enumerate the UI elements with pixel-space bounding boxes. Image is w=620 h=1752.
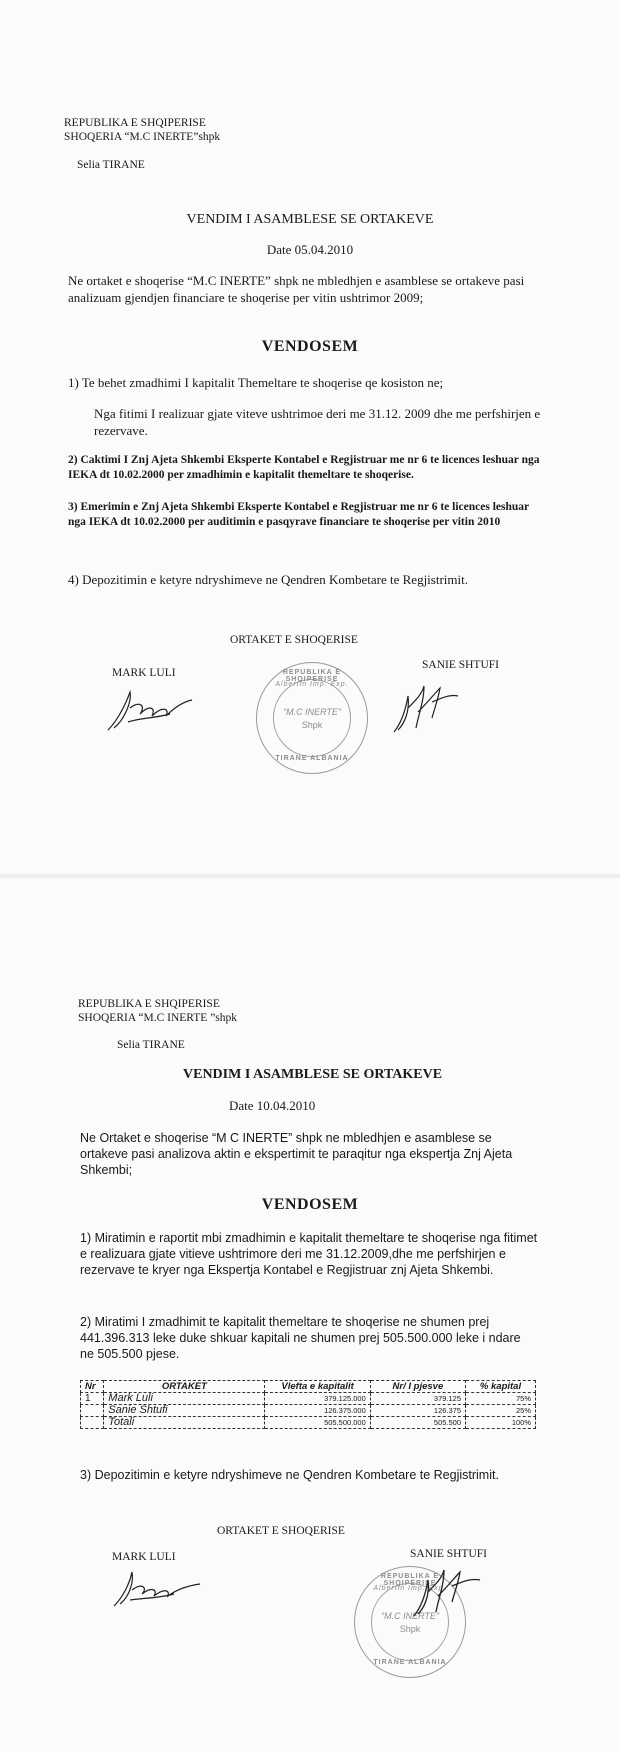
- header-republic: REPUBLIKA E SHQIPERISE: [64, 117, 206, 129]
- stamp-sub-text: Albertin Imp. Exp.: [275, 681, 349, 688]
- signature-mark-luli: [108, 1562, 208, 1614]
- item-3: 3) Depozitimin e ketyre ndryshimeve ne Qendren Kombetare te Regjistrimit.: [80, 1468, 499, 1482]
- col-percent: % kapital: [466, 1381, 536, 1393]
- decision-heading: VENDOSEM: [261, 338, 359, 355]
- cell-percent: 75%: [466, 1393, 536, 1405]
- seat-label: Selia TIRANE: [77, 159, 145, 171]
- col-shares: Nr/ I pjesve: [370, 1381, 465, 1393]
- col-capital-value: Vlefta e kapitalit: [265, 1381, 370, 1393]
- decision-title: VENDIM I ASAMBLESE SE ORTAKEVE: [183, 1067, 443, 1082]
- cell-capital: 379.125.000: [265, 1393, 370, 1405]
- decision-heading: VENDOSEM: [261, 1196, 359, 1213]
- stamp-bottom-text: TIRANE ALBANIA: [373, 1659, 447, 1666]
- cell-percent: 25%: [466, 1405, 536, 1417]
- item-1: 1) Te behet zmadhimi I kapitalit Themeltare te shoqerise qe kosiston ne;: [68, 375, 444, 390]
- cell-capital: 126.375.000: [265, 1405, 370, 1417]
- decision-date: Date 05.04.2010: [266, 242, 354, 257]
- cell-shares: 505.500: [370, 1417, 465, 1429]
- stamp-suffix: Shpk: [301, 720, 323, 730]
- item-1: 1) Miratimin e raportit mbi zmadhimin e kapitalit themeltare te shoqerise nga fitimet e realizuara gjate vitieve ushtrimore deri me 31.12.2009,dhe me perfshirjen e rezervave te kryer nga Ekspertja Kontabel e Regjistruar znj Ajeta Shkembi.: [80, 1231, 538, 1277]
- partner-1-name: MARK LULI: [112, 667, 176, 679]
- document-page-2: [0, 878, 620, 1752]
- stamp-company: “M.C INERTE”: [381, 1611, 439, 1621]
- cell-nr: [81, 1405, 104, 1417]
- partner-2-name: SANIE SHTUFI: [410, 1548, 487, 1560]
- intro-paragraph: Ne Ortaket e shoqerise “M C INERTE” shpk ne mbledhjen e asamblese se ortakeve pasi analizova aktin e ekspertimit te paraqitur nga ekspertja Znj Ajeta Shkembi;: [80, 1131, 513, 1177]
- cell-partner: Totali: [104, 1417, 265, 1429]
- partners-label: ORTAKET E SHOQERISE: [230, 634, 358, 646]
- header-company: SHOQERIA “M.C INERTE”shpk: [64, 131, 221, 143]
- item-3: 3) Emerimin e Znj Ajeta Shkembi Eksperte Kontabel e Regjistruar me nr 6 te licences leshuar nga IEKA dt 10.02.2000 per auditimin e pasqyrave financiare te shoqerise per vitin 2010: [68, 501, 529, 528]
- cell-percent: 100%: [466, 1417, 536, 1429]
- cell-nr: 1: [81, 1393, 104, 1405]
- item-2: 2) Caktimi I Znj Ajeta Shkembi Eksperte Kontabel e Regjistruar me nr 6 te licences leshuar nga IEKA dt 10.02.2000 per zmadhimin e kapitalit themeltare te shoqerise.: [68, 454, 540, 481]
- stamp-suffix: Shpk: [399, 1624, 421, 1634]
- partner-2-name: SANIE SHTUFI: [422, 659, 499, 671]
- seat-label: Selia TIRANE: [117, 1039, 185, 1051]
- item-1-detail: Nga fitimi I realizuar gjate viteve ushtrimoe deri me 31.12. 2009 dhe me perfshirjen e rezervave.: [94, 406, 541, 438]
- stamp-top-text: REPUBLIKA E SHQIPERISE: [282, 669, 342, 683]
- decision-date: Date 10.04.2010: [229, 1098, 316, 1113]
- header-company: SHOQERIA “M.C INERTE ”shpk: [78, 1012, 238, 1024]
- item-2: 2) Miratimi I zmadhimit te kapitalit themeltare te shoqerise ne shumen prej 441.396.313 leke duke shkuar kapitali ne shumen prej 505.500.000 leke i ndare ne 505.500 pjese.: [80, 1315, 521, 1361]
- cell-capital: 505.500.000: [265, 1417, 370, 1429]
- table-row: [81, 1417, 536, 1429]
- cell-shares: 379.125: [370, 1393, 465, 1405]
- item-4: 4) Depozitimin e ketyre ndryshimeve ne Qendren Kombetare te Regjistrimit.: [68, 572, 468, 587]
- decision-title: VENDIM I ASAMBLESE SE ORTAKEVE: [186, 212, 434, 227]
- company-stamp: [256, 662, 368, 774]
- signature-mark-luli: [100, 678, 200, 738]
- stamp-top-text: REPUBLIKA E SHQIPERISE: [380, 1573, 440, 1587]
- stamp-company: “M.C INERTE”: [283, 707, 341, 717]
- partners-label: ORTAKET E SHOQERISE: [217, 1525, 345, 1537]
- signature-sanie-shtufi: [388, 672, 468, 742]
- table-row: [81, 1393, 536, 1405]
- cell-nr: [81, 1417, 104, 1429]
- col-partners: ORTAKET: [104, 1381, 265, 1393]
- header-republic: REPUBLIKA E SHQIPERISE: [78, 998, 220, 1010]
- cell-shares: 126.375: [370, 1405, 465, 1417]
- capital-table: [80, 1380, 536, 1429]
- table-header-row: [81, 1381, 536, 1393]
- cell-partner: Sanie Shtufi: [104, 1405, 265, 1417]
- stamp-bottom-text: TIRANE ALBANIA: [275, 755, 349, 762]
- cell-partner: Mark Luli: [104, 1393, 265, 1405]
- document-page-1: [0, 0, 620, 875]
- stamp-sub-text: Albertin Imp. Exp.: [373, 1585, 447, 1592]
- intro-paragraph: Ne ortaket e shoqerise “M.C INERTE” shpk ne mbledhjen e asamblese se ortakeve pasi analizuam gjendjen financiare te shoqerise per vitin ushtrimor 2009;: [68, 273, 525, 305]
- col-nr: Nr: [81, 1381, 104, 1393]
- signature-sanie-shtufi: [408, 1558, 488, 1624]
- table-row: [81, 1405, 536, 1417]
- partner-1-name: MARK LULI: [112, 1551, 176, 1563]
